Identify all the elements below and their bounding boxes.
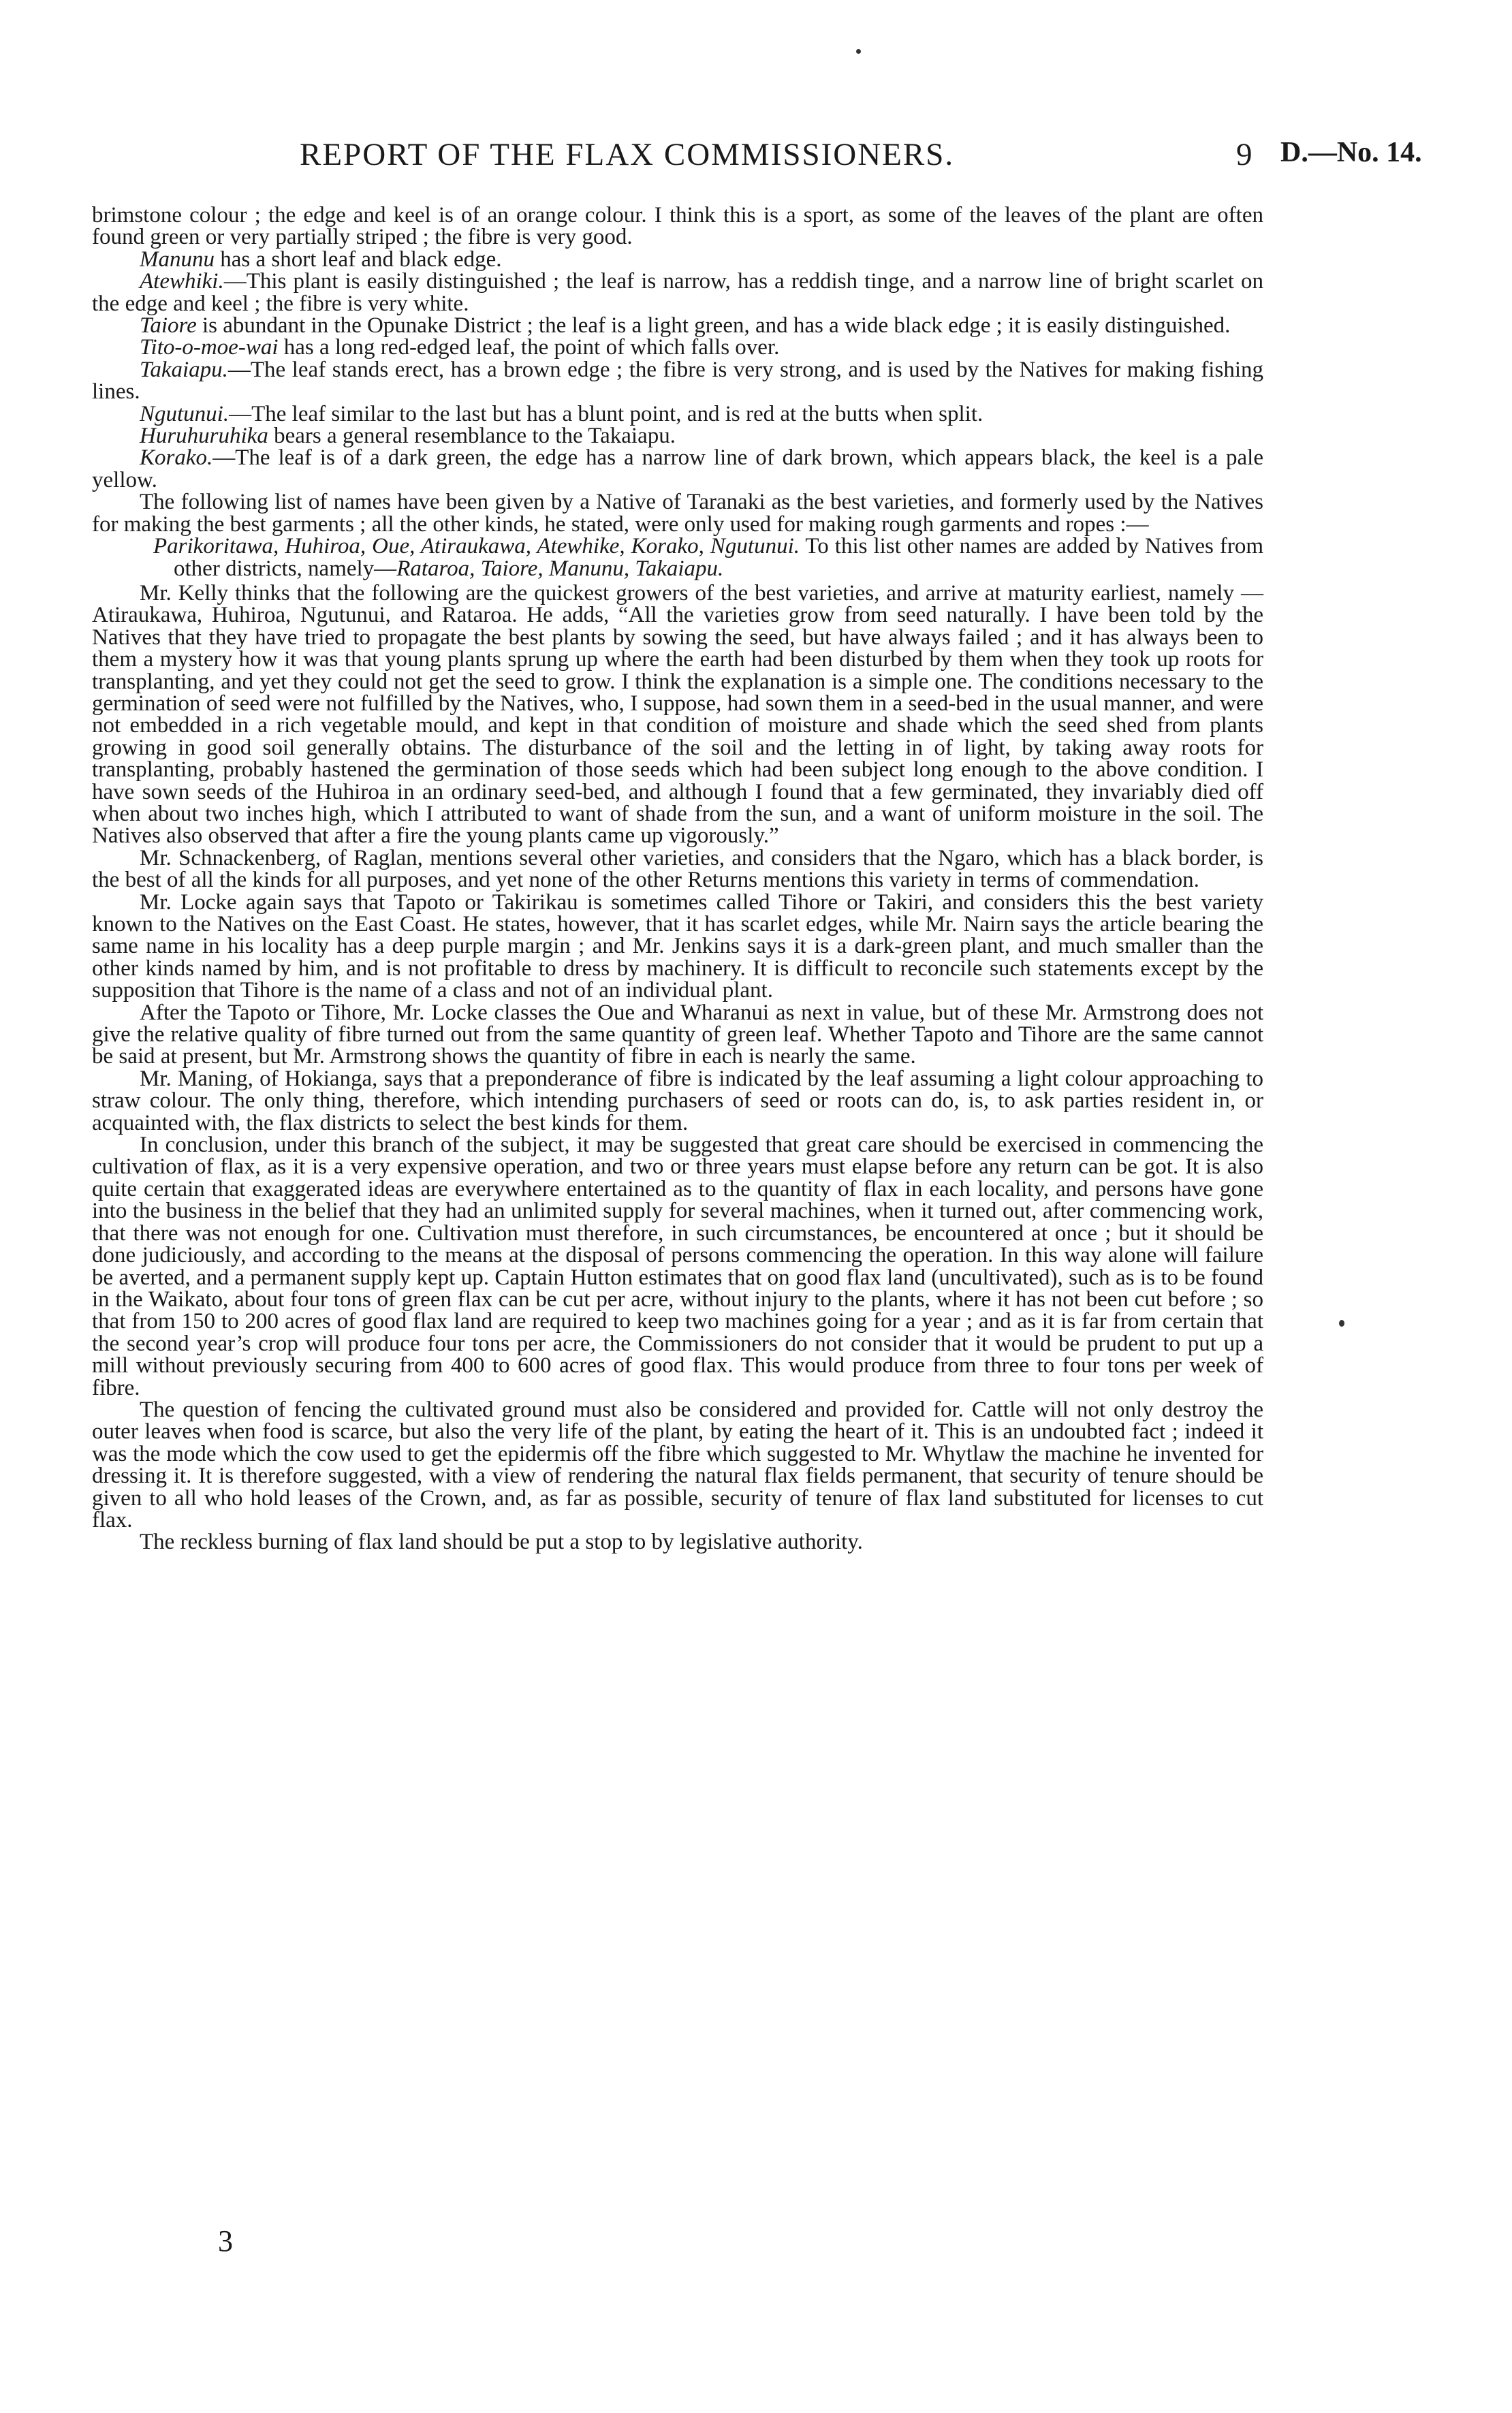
report-body (92, 204, 1263, 1554)
paragraph: Mr. Maning, of Hokianga, says that a preponderance of fibre is indicated by the leaf assuming a light colour approaching to straw colour. The only thing, therefore, which intending purchasers of seed or roots can do, is, to ask parties resident in, or acquainted with, the flax districts to select the best kinds for them. (92, 1066, 1263, 1135)
paragraph: Tito-o-moe-wai has a long red-edged leaf, the point of which falls over. (140, 335, 780, 360)
paragraph: After the Tapoto or Tihore, Mr. Locke classes the Oue and Wharanui as next in value, but of these Mr. Armstrong does not give the relative quality of fibre turned out from the same quantity of green leaf. Whether Tapoto and Tihore are the same cannot be said at present, but Mr. Armstrong shows the quantity of fibre in each is nearly the same. (92, 1000, 1263, 1069)
paragraph: Mr. Locke again says that Tapoto or Takirikau is sometimes called Tihore or Takiri, and considers this the best variety known to the Natives on the East Coast. He states, however, that it has scarlet edges, while Mr. Nairn says the article bearing the same name in his locality has a deep purple margin ; and Mr. Jenkins says it is a dark-green plant, and much smaller than the other kinds named by him, and is not profitable to dress by machinery. It is difficult to reconcile such statements except by the supposition that Tihore is the name of a class and not of an individual plant. (92, 889, 1263, 1003)
paragraph: Atewhiki.—This plant is easily distinguished ; the leaf is narrow, has a reddish tinge, and a narrow line of bright scarlet on the edge and keel ; the fibre is very white. (92, 269, 1263, 316)
report-title: REPORT OF THE FLAX COMMISSIONERS. (300, 137, 955, 172)
paragraph: Takaiapu.—The leaf stands erect, has a brown edge ; the fibre is very strong, and is used by the Natives for making fishing lines. (92, 357, 1263, 405)
paragraph: Mr. Kelly thinks that the following are the quickest growers of the best varieties, and arrive at maturity earliest, namely — Atiraukawa, Huhiroa, Ngutunui, and Rataroa. He adds, “All the varieties grow from seed naturally. I have been told by the Natives that they have tried to propagate the best plants by sowing the seed, but have always failed ; and it has always been to them a mystery how it was that young plants sprung up where the earth had been disturbed by them when they took up roots for transplanting, and yet they could not get the seed to grow. I think the explanation is a simple one. The conditions necessary to the germination of seed were not fulfilled by the Natives, who, I suppose, had sown them in a seed-bed in the usual manner, and were not embedded in a rich vegetable mould, and kept in that condition of moisture and shade which the seed shed from plants growing in good soil generally obtains. The disturbance of the soil and the letting in of light, by taking away roots for transplanting, probably hastened the germination of those seeds which had been subject long enough to the above condition. I have sown seeds of the Huhiroa in an ordinary seed-bed, and although I found that a few germinated, they invariably died off when about two inches high, which I attributed to want of shade from the sun, and a want of uniform moisture in the soil. The Natives also observed that after a fire the young plants came up vigorously.” (92, 580, 1263, 849)
page-number: 9 (1236, 137, 1253, 172)
paragraph: The reckless burning of flax land should be put a stop to by legislative authority. (140, 1530, 863, 1555)
signature-mark: 3 (218, 2224, 233, 2258)
variety-list: Parikoritawa, Huhiroa, Oue, Atiraukawa, Atewhike, Korako, Ngutunui. To this list other names are added by Natives from other districts, namely—Rataroa, Taiore, Manunu, Takaiapu. (153, 534, 1263, 581)
paragraph: In conclusion, under this branch of the subject, it may be suggested that great care should be exercised in commencing the cultivation of flax, as it is a very expensive operation, and two or three years must elapse before any return can be got. It is also quite certain that exaggerated ideas are everywhere entertained as to the quantity of flax in each locality, and persons have gone into the business in the belief that they had an unlimited supply for several machines, when it turned out, after commencing work, that there was not enough for one. Cultivation must therefore, in such circumstances, be encountered at once ; but it should be done judiciously, and according to the means at the disposal of persons commencing the operation. In this way alone will failure be averted, and a permanent supply kept up. Captain Hutton estimates that on good flax land (uncultivated), such as is to be found in the Waikato, about four tons of green flax can be cut per acre, without injury to the plants, where it has not been cut before ; so that from 150 to 200 acres of good flax land are required to keep two machines going for a year ; and as it is far from certain that the second year’s crop will produce four tons per acre, the Commissioners do not consider that it would be prudent to put up a mill without previously securing from 400 to 600 acres of good flax. This would produce from three to four tons per week of fibre. (92, 1133, 1263, 1400)
paragraph: Manunu has a short leaf and black edge. (140, 247, 502, 272)
paragraph: Taiore is abundant in the Opunake District ; the leaf is a light green, and has a wide black edge ; it is easily distinguished. (140, 313, 1231, 338)
ink-speck (856, 49, 861, 54)
paragraph: Mr. Schnackenberg, of Raglan, mentions several other varieties, and considers that the Ngaro, which has a black border, is the best of all the kinds for all purposes, and yet none of the other Returns mentions this variety in terms of commendation. (92, 845, 1263, 893)
paragraph: The question of fencing the cultivated ground must also be considered and provided for. Cattle will not only destroy the outer leaves when food is scarce, but also the very life of the plant, by eating the heart of it. This is an undoubted fact ; indeed it was the mode which the cow used to get the epidermis off the fibre which suggested to Mr. Whytlaw the machine he invented for dressing it. It is therefore suggested, with a view of rendering the natural flax fields permanent, that security of tenure should be given to all who hold leases of the Crown, and, as far as possible, security of tenure of flax land substituted for licenses to cut flax. (92, 1397, 1263, 1532)
paragraph: Huruhuruhika bears a general resemblance to the Takaiapu. (140, 424, 676, 449)
paragraph: Korako.—The leaf is of a dark green, the edge has a narrow line of dark brown, which appears black, the keel is a pale yellow. (92, 445, 1263, 492)
paragraph: brimstone colour ; the edge and keel is of an orange colour. I think this is a sport, as some of the leaves of the plant are often found green or very partially striped ; the fibre is very good. (92, 203, 1263, 250)
paragraph: The following list of names have been given by a Native of Taranaki as the best varieties, and formerly used by the Natives for making the best garments ; all the other kinds, he stated, were only used for making rough garments and ropes :— (92, 490, 1263, 537)
page-header (0, 136, 1512, 177)
paragraph: Ngutunui.—The leaf similar to the last but has a blunt point, and is red at the butts when split. (140, 401, 983, 426)
ink-speck (1339, 1320, 1344, 1327)
document-reference: D.—No. 14. (1280, 137, 1422, 168)
